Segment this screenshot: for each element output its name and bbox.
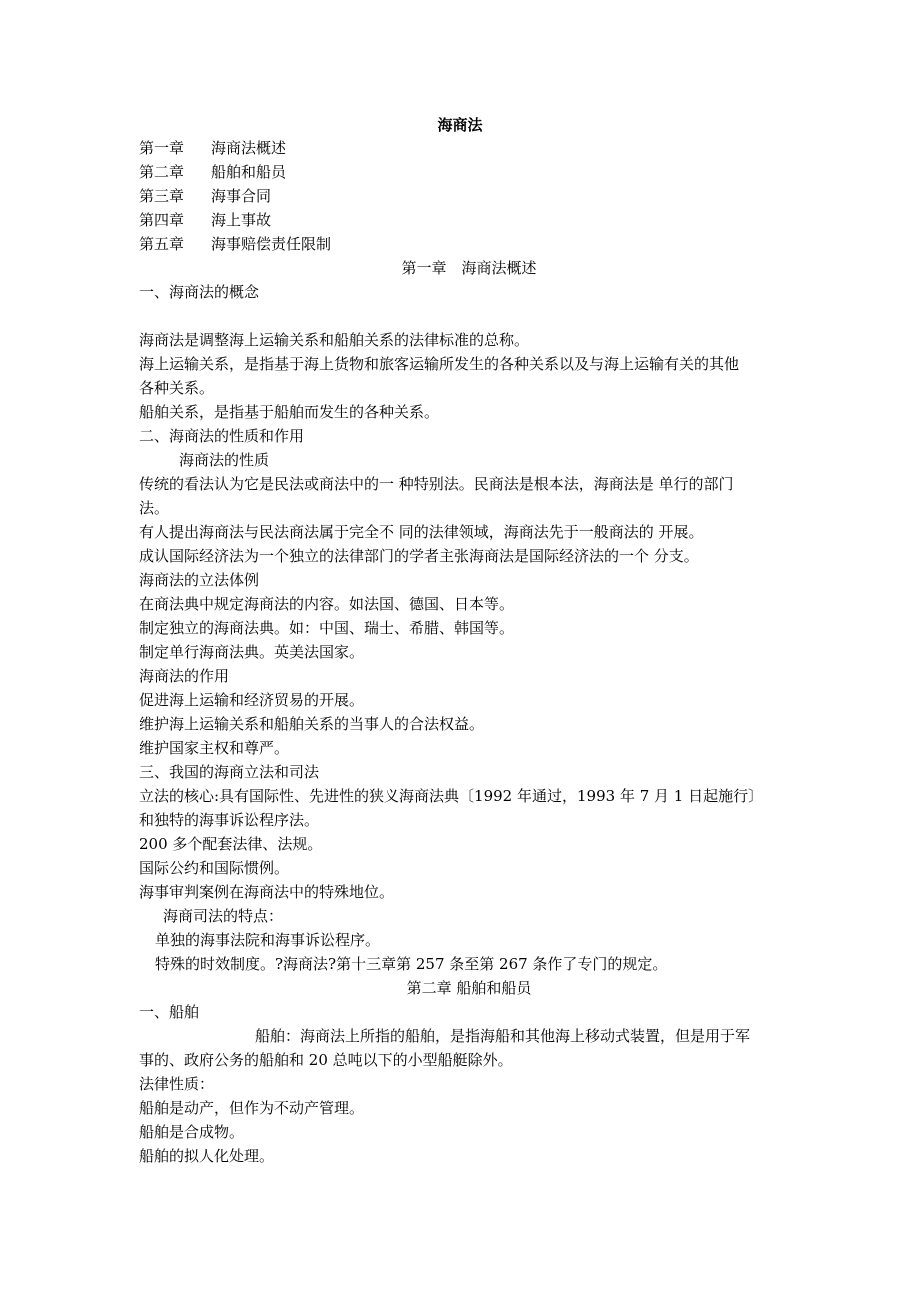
subsection-heading: 海商法的立法体例 [139, 571, 260, 589]
paragraph-line: 在商法典中规定海商法的内容。如法国、德国、日本等。 [139, 595, 515, 613]
toc-item [139, 232, 799, 256]
toc-chapter-number: 第一章 [139, 139, 185, 157]
toc-chapter-title: 船舶和船员 [211, 163, 287, 181]
paragraph-line: 法。 [139, 499, 170, 517]
toc-chapter-number: 第四章 [139, 211, 185, 229]
section-heading: 二、海商法的性质和作用 [139, 427, 305, 445]
paragraph-line: 海事审判案例在海商法中的特殊地位。 [139, 883, 395, 901]
toc-chapter-number: 第五章 [139, 235, 185, 253]
paragraph-line: 单独的海事法院和海事诉讼程序。 [155, 931, 381, 949]
paragraph-line: 各种关系。 [139, 379, 215, 397]
paragraph-line: 事的、政府公务的船舶和 20 总吨以下的小型船艇除外。 [139, 1051, 513, 1069]
toc-item [139, 136, 799, 160]
paragraph-line: 船舶是动产，但作为不动产管理。 [139, 1099, 365, 1117]
paragraph-line: 促进海上运输和经济贸易的开展。 [139, 691, 365, 709]
toc-item [139, 208, 799, 232]
chapter-2-heading: 第二章 船舶和船员 [406, 979, 532, 997]
toc-chapter-title: 海事赔偿责任限制 [211, 235, 332, 253]
chapter-1-heading: 第一章 海商法概述 [401, 259, 537, 277]
paragraph-line: 船舶关系，是指基于船舶而发生的各种关系。 [139, 403, 440, 421]
paragraph-line: 海商法是调整海上运输关系和船舶关系的法律标准的总称。 [139, 331, 530, 349]
paragraph-line: 制定独立的海商法典。如：中国、瑞士、希腊、韩国等。 [139, 619, 515, 637]
chapter-1-section [139, 256, 799, 1168]
blank-line [139, 304, 799, 328]
section-heading: 一、船舶 [139, 1003, 200, 1021]
toc-chapter-title: 海上事故 [211, 211, 272, 229]
toc-chapter-title: 海商法概述 [211, 139, 287, 157]
paragraph-line: 维护国家主权和尊严。 [139, 739, 290, 757]
paragraph-line: 海上运输关系，是指基于海上货物和旅客运输所发生的各种关系以及与海上运输有关的其他 [139, 355, 740, 373]
toc-item [139, 160, 799, 184]
paragraph-line: 船舶是合成物。 [139, 1123, 245, 1141]
toc-chapter-number: 第二章 [139, 163, 185, 181]
toc-item [139, 184, 799, 208]
document-title: 海商法 [437, 116, 483, 134]
paragraph-line: 维护海上运输关系和船舶关系的当事人的合法权益。 [139, 715, 485, 733]
paragraph-line: 特殊的时效制度。?海商法?第十三章第 257 条至第 267 条作了专门的规定。 [155, 955, 668, 973]
section-heading: 三、我国的海商立法和司法 [139, 763, 320, 781]
subsection-heading: 海商法的性质 [179, 451, 270, 469]
paragraph-line: 制定单行海商法典。英美法国家。 [139, 643, 365, 661]
subsection-heading: 法律性质： [139, 1075, 215, 1093]
subsection-heading: 海商法的作用 [139, 667, 230, 685]
subsection-heading: 海商司法的特点： [163, 907, 284, 925]
toc-chapter-title: 海事合同 [211, 187, 272, 205]
table-of-contents [139, 136, 799, 256]
paragraph-line: 和独特的海事诉讼程序法。 [139, 811, 320, 829]
paragraph-line: 成认国际经济法为一个独立的法律部门的学者主张海商法是国际经济法的一个 分支。 [139, 547, 699, 565]
paragraph-line: 有人提出海商法与民法商法属于完全不 同的法律领域，海商法先于一般商法的 开展。 [139, 523, 704, 541]
toc-chapter-number: 第三章 [139, 187, 185, 205]
section-heading: 一、海商法的概念 [139, 283, 260, 301]
paragraph-line: 立法的核心:具有国际性、先进性的狭义海商法典〔1992 年通过，1993 年 7 月 1 日起施行〕 [139, 787, 764, 805]
paragraph-line: 国际公约和国际惯例。 [139, 859, 290, 877]
paragraph-line: 船舶：海商法上所指的船舶，是指海船和其他海上移动式装置，但是用于军 [255, 1027, 751, 1045]
paragraph-line: 传统的看法认为它是民法或商法中的一 种特别法。民商法是根本法，海商法是 单行的部门 [139, 475, 734, 493]
paragraph-line: 200 多个配套法律、法规。 [139, 835, 323, 853]
paragraph-line: 船舶的拟人化处理。 [139, 1147, 275, 1165]
